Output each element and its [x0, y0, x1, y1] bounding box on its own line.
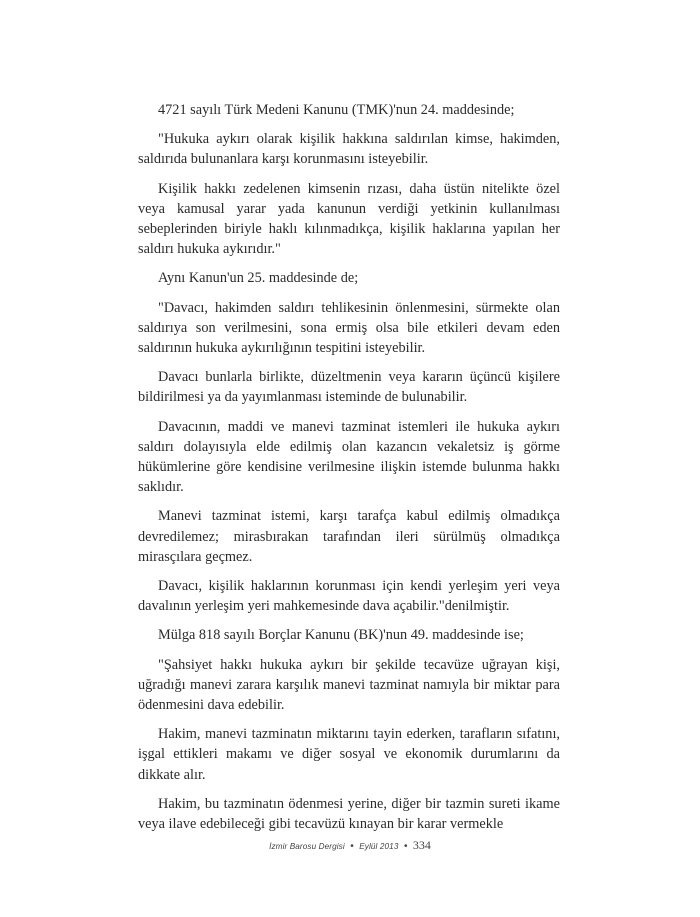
paragraph: 4721 sayılı Türk Medeni Kanunu (TMK)'nun 24. maddesinde;	[158, 102, 515, 118]
paragraph: Hakim, bu tazminatın ödenmesi yerine, diğer bir tazmin sureti ikame veya ilave edebileceği gibi tecavüzü kınayan bir karar vermekle	[138, 795, 560, 833]
page-number: 334	[412, 838, 431, 852]
page-body	[138, 100, 560, 834]
paragraph: Hakim, manevi tazminatın miktarını tayin ederken, tarafların sıfatını, işgal ettikleri makamı ve diğer sosyal ve ekonomik durumlarını da dikkate alır.	[138, 726, 560, 783]
issue-date: Eylül 2013	[359, 842, 399, 851]
paragraph: Kişilik hakkı zedelenen kimsenin rızası, daha üstün nitelikte özel veya kamusal yarar yada kanunun verdiği yetkinin kullanılması sebeplerinden biriyle haklı kılınmadıkça, kişilik haklarına yapılan her saldırı hukuka aykırıdır."	[138, 180, 560, 258]
paragraph: "Davacı, hakimden saldırı tehlikesinin önlenmesini, sürmekte olan saldırıya son verilmesini, sona ermiş olsa bile etkileri devam eden saldırının hukuka aykırılığının tespitini isteyebilir.	[138, 299, 560, 357]
footer-separator: •	[403, 841, 408, 852]
paragraph: "Hukuka aykırı olarak kişilik hakkına saldırılan kimse, hakimden, saldırıda bulunanlara karşı korunmasını isteyebilir.	[138, 131, 560, 168]
paragraph: Manevi tazminat istemi, karşı tarafça kabul edilmiş olmadıkça devredilemez; mirasbırakan tarafından ileri sürülmüş olmadıkça mirasçılara geçmez.	[138, 508, 560, 565]
journal-name: İzmir Barosu Dergisi	[269, 842, 345, 851]
paragraph: "Şahsiyet hakkı hukuka aykırı bir şekilde tecavüze uğrayan kişi, uğradığı manevi zarara karşılık manevi tazminat namıyla bir miktar para ödenmesini dava edebilir.	[138, 656, 560, 714]
paragraph: Davacı, kişilik haklarının korunması için kendi yerleşim yeri veya davalının yerleşim yeri mahkemesinde dava açabilir."denilmiştir.	[138, 578, 560, 615]
paragraph: Davacı bunlarla birlikte, düzeltmenin veya kararın üçüncü kişilere bildirilmesi ya da yayımlanması isteminde de bulunabilir.	[138, 369, 560, 406]
page-footer	[0, 836, 700, 854]
paragraph: Davacının, maddi ve manevi tazminat istemleri ile hukuka aykırı saldırı dolayısıyla elde edilmiş olan kazancın vekaletsiz iş görme hükümlerine göre kendisine verilmesine ilişkin istemde bulunma hakkı saklıdır.	[138, 418, 560, 496]
paragraph: Aynı Kanun'un 25. maddesinde de;	[158, 270, 359, 287]
footer-separator: •	[350, 841, 354, 852]
paragraph: Mülga 818 sayılı Borçlar Kanunu (BK)'nun 49. maddesinde ise;	[158, 627, 524, 644]
